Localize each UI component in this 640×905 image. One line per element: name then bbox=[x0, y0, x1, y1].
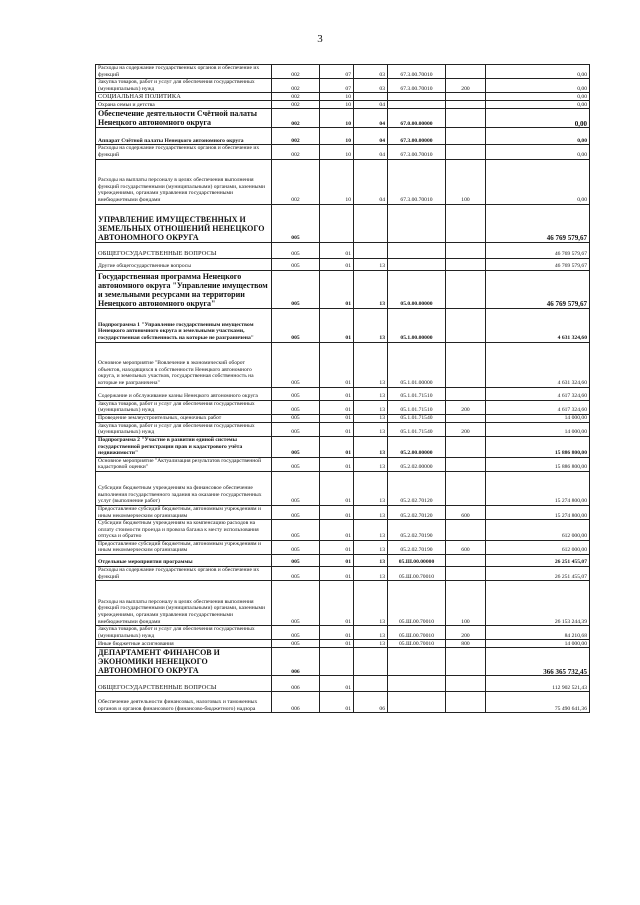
row-admin-code: 005 bbox=[272, 436, 320, 457]
table-row bbox=[96, 648, 590, 676]
row-target-article: 67.3.00.70010 bbox=[388, 65, 446, 79]
row-section: 01 bbox=[320, 436, 354, 457]
row-name: Расходы на содержание государственных органов и обеспечение их функций bbox=[96, 65, 272, 79]
row-admin-code: 002 bbox=[272, 128, 320, 145]
row-admin-code: 005 bbox=[272, 204, 320, 242]
row-subsection: 13 bbox=[354, 422, 388, 436]
page-number: 3 bbox=[317, 33, 323, 45]
row-name: Содержание и обслуживание казны Ненецкого автономного округа bbox=[96, 387, 272, 400]
row-target-article: 05.2.02.70190 bbox=[388, 520, 446, 541]
row-target-article: 05.1.01.00000 bbox=[388, 342, 446, 387]
row-section: 01 bbox=[320, 640, 354, 648]
row-amount: 46 769 579,67 bbox=[486, 242, 590, 258]
row-subsection: 13 bbox=[354, 555, 388, 567]
row-amount: 26 153 244,39 bbox=[486, 581, 590, 626]
row-admin-code: 005 bbox=[272, 387, 320, 400]
row-admin-code: 005 bbox=[272, 242, 320, 258]
table-row bbox=[96, 581, 590, 626]
row-name: Закупка товаров, работ и услуг для обеспечения государственных (муниципальных) нужд bbox=[96, 79, 272, 93]
row-name: Закупка товаров, работ и услуг для обеспечения государственных (муниципальных) нужд bbox=[96, 422, 272, 436]
row-expense-type bbox=[446, 457, 486, 471]
row-expense-type: 600 bbox=[446, 540, 486, 554]
row-admin-code: 005 bbox=[272, 308, 320, 342]
row-amount: 112 902 521,43 bbox=[486, 676, 590, 692]
row-expense-type bbox=[446, 342, 486, 387]
row-name: Иные бюджетные ассигнования bbox=[96, 640, 272, 648]
row-admin-code: 005 bbox=[272, 471, 320, 505]
row-section: 10 bbox=[320, 109, 354, 128]
row-section: 10 bbox=[320, 159, 354, 204]
row-section: 01 bbox=[320, 692, 354, 713]
table-row bbox=[96, 258, 590, 270]
table-row bbox=[96, 505, 590, 519]
row-amount: 0,00 bbox=[486, 145, 590, 159]
row-amount: 15 886 800,00 bbox=[486, 436, 590, 457]
row-section: 07 bbox=[320, 79, 354, 93]
row-subsection: 13 bbox=[354, 505, 388, 519]
row-target-article bbox=[388, 93, 446, 101]
row-admin-code: 005 bbox=[272, 640, 320, 648]
row-admin-code: 005 bbox=[272, 567, 320, 581]
row-section: 01 bbox=[320, 471, 354, 505]
row-subsection bbox=[354, 93, 388, 101]
row-target-article: 05.Ш.00.00000 bbox=[388, 555, 446, 567]
row-section: 01 bbox=[320, 555, 354, 567]
row-target-article bbox=[388, 101, 446, 109]
row-expense-type bbox=[446, 128, 486, 145]
row-target-article: 05.2.00.00000 bbox=[388, 436, 446, 457]
row-section: 01 bbox=[320, 387, 354, 400]
table-row bbox=[96, 79, 590, 93]
row-amount: 84 210,68 bbox=[486, 626, 590, 640]
row-amount: 0,00 bbox=[486, 65, 590, 79]
row-amount: 366 365 732,45 bbox=[486, 648, 590, 676]
row-admin-code: 006 bbox=[272, 648, 320, 676]
table-row bbox=[96, 109, 590, 128]
row-amount: 15 886 800,00 bbox=[486, 457, 590, 471]
row-amount: 26 251 455,07 bbox=[486, 555, 590, 567]
budget-table-body bbox=[96, 65, 590, 713]
row-name: Основное мероприятие "Актуализация результатов государственной кадастровой оценки" bbox=[96, 457, 272, 471]
row-target-article: 05.1.01.71510 bbox=[388, 387, 446, 400]
row-subsection: 04 bbox=[354, 159, 388, 204]
row-amount: 4 617 324,60 bbox=[486, 400, 590, 414]
table-row bbox=[96, 422, 590, 436]
row-admin-code: 005 bbox=[272, 581, 320, 626]
row-name: УПРАВЛЕНИЕ ИМУЩЕСТВЕННЫХ И ЗЕМЕЛЬНЫХ ОТНОШЕНИЙ НЕНЕЦКОГО АВТОНОМНОГО ОКРУГА bbox=[96, 204, 272, 242]
row-expense-type bbox=[446, 242, 486, 258]
row-name: Предоставление субсидий бюджетным, автономным учреждениям и иным некоммерческим организациям bbox=[96, 540, 272, 554]
row-expense-type bbox=[446, 648, 486, 676]
row-target-article bbox=[388, 258, 446, 270]
row-section: 01 bbox=[320, 626, 354, 640]
row-name: Расходы на выплаты персоналу в целях обеспечения выполнения функций государственными (муниципальными) органами, казенными учреждениями, органами управления государственными внебюджетными фондами bbox=[96, 159, 272, 204]
row-subsection bbox=[354, 242, 388, 258]
row-section: 01 bbox=[320, 520, 354, 541]
table-row bbox=[96, 128, 590, 145]
row-expense-type bbox=[446, 414, 486, 422]
row-subsection: 13 bbox=[354, 640, 388, 648]
row-name: Государственная программа Ненецкого автономного округа "Управление имуществом и земельными ресурсами на территории Ненецкого автономного округа" bbox=[96, 270, 272, 308]
row-target-article: 67.3.00.70010 bbox=[388, 159, 446, 204]
table-row bbox=[96, 540, 590, 554]
table-row bbox=[96, 308, 590, 342]
table-row bbox=[96, 387, 590, 400]
row-section: 07 bbox=[320, 65, 354, 79]
row-amount: 75 490 641,36 bbox=[486, 692, 590, 713]
row-section: 10 bbox=[320, 101, 354, 109]
row-amount: 46 769 579,67 bbox=[486, 204, 590, 242]
row-amount: 15 274 800,00 bbox=[486, 505, 590, 519]
row-name: Основное мероприятие "Вовлечение в экономический оборот объектов, находящихся в собственности Ненецкого автономного округа, и земельных участков, государственная собственность на которые не разграничена" bbox=[96, 342, 272, 387]
row-name: Расходы на содержание государственных органов и обеспечение их функций bbox=[96, 567, 272, 581]
budget-table bbox=[95, 64, 590, 713]
row-target-article: 05.2.02.00000 bbox=[388, 457, 446, 471]
row-admin-code: 005 bbox=[272, 342, 320, 387]
row-admin-code: 002 bbox=[272, 159, 320, 204]
row-name: Подпрограмма 2 "Участие в развитии единой системы государственной регистрации прав и кадастрового учёта недвижимости" bbox=[96, 436, 272, 457]
row-expense-type bbox=[446, 567, 486, 581]
table-row bbox=[96, 270, 590, 308]
row-section: 01 bbox=[320, 457, 354, 471]
row-name: Субсидии бюджетным учреждениям на финансовое обеспечение выполнения государственного задания на оказание государственных услуг (выполнение работ) bbox=[96, 471, 272, 505]
row-subsection: 04 bbox=[354, 145, 388, 159]
row-name: Обеспечение деятельности финансовых, налоговых и таможенных органов и органов финансового (финансово-бюджетного) надзора bbox=[96, 692, 272, 713]
table-row bbox=[96, 342, 590, 387]
row-expense-type: 100 bbox=[446, 581, 486, 626]
row-section: 01 bbox=[320, 505, 354, 519]
row-amount: 14 000,00 bbox=[486, 414, 590, 422]
row-subsection: 13 bbox=[354, 342, 388, 387]
table-row bbox=[96, 471, 590, 505]
row-subsection: 13 bbox=[354, 471, 388, 505]
row-subsection: 13 bbox=[354, 308, 388, 342]
row-section: 01 bbox=[320, 422, 354, 436]
row-subsection: 13 bbox=[354, 626, 388, 640]
row-subsection: 13 bbox=[354, 540, 388, 554]
row-name: СОЦИАЛЬНАЯ ПОЛИТИКА bbox=[96, 93, 272, 101]
row-admin-code: 002 bbox=[272, 65, 320, 79]
row-expense-type: 800 bbox=[446, 640, 486, 648]
row-expense-type bbox=[446, 204, 486, 242]
row-target-article: 67.0.00.00000 bbox=[388, 109, 446, 128]
table-row bbox=[96, 65, 590, 79]
table-row bbox=[96, 520, 590, 541]
row-expense-type: 200 bbox=[446, 79, 486, 93]
row-amount: 612 000,00 bbox=[486, 520, 590, 541]
row-amount: 14 000,00 bbox=[486, 422, 590, 436]
row-name: Другие общегосударственные вопросы bbox=[96, 258, 272, 270]
row-subsection: 13 bbox=[354, 520, 388, 541]
row-name: Расходы на содержание государственных органов и обеспечение их функций bbox=[96, 145, 272, 159]
row-target-article: 05.1.00.00000 bbox=[388, 308, 446, 342]
row-subsection: 13 bbox=[354, 567, 388, 581]
row-subsection: 13 bbox=[354, 414, 388, 422]
row-name: Обеспечение деятельности Счётной палаты Ненецкого автономного округа bbox=[96, 109, 272, 128]
row-admin-code: 005 bbox=[272, 457, 320, 471]
row-amount: 0,00 bbox=[486, 79, 590, 93]
table-row bbox=[96, 242, 590, 258]
row-subsection: 13 bbox=[354, 387, 388, 400]
table-row bbox=[96, 676, 590, 692]
row-expense-type: 100 bbox=[446, 159, 486, 204]
row-section: 01 bbox=[320, 567, 354, 581]
row-subsection: 04 bbox=[354, 109, 388, 128]
row-admin-code: 005 bbox=[272, 520, 320, 541]
row-subsection: 13 bbox=[354, 436, 388, 457]
table-row bbox=[96, 145, 590, 159]
table-row bbox=[96, 101, 590, 109]
row-amount: 0,00 bbox=[486, 93, 590, 101]
row-amount: 15 274 800,00 bbox=[486, 471, 590, 505]
row-expense-type: 600 bbox=[446, 505, 486, 519]
row-subsection: 13 bbox=[354, 457, 388, 471]
row-admin-code: 005 bbox=[272, 258, 320, 270]
row-amount: 14 000,00 bbox=[486, 640, 590, 648]
row-section: 10 bbox=[320, 128, 354, 145]
row-target-article: 67.3.00.00000 bbox=[388, 128, 446, 145]
row-expense-type bbox=[446, 692, 486, 713]
row-expense-type bbox=[446, 555, 486, 567]
row-expense-type: 200 bbox=[446, 626, 486, 640]
row-target-article: 67.3.00.70010 bbox=[388, 79, 446, 93]
row-admin-code: 002 bbox=[272, 145, 320, 159]
row-expense-type: 200 bbox=[446, 422, 486, 436]
row-name: ОБЩЕГОСУДАРСТВЕННЫЕ ВОПРОСЫ bbox=[96, 242, 272, 258]
row-target-article: 05.2.02.70190 bbox=[388, 540, 446, 554]
row-target-article: 05.1.01.71510 bbox=[388, 400, 446, 414]
row-section: 01 bbox=[320, 400, 354, 414]
row-admin-code: 002 bbox=[272, 101, 320, 109]
row-admin-code: 005 bbox=[272, 422, 320, 436]
row-section: 01 bbox=[320, 258, 354, 270]
row-expense-type bbox=[446, 109, 486, 128]
table-row bbox=[96, 436, 590, 457]
row-target-article bbox=[388, 676, 446, 692]
table-row bbox=[96, 567, 590, 581]
row-amount: 612 000,00 bbox=[486, 540, 590, 554]
row-section: 01 bbox=[320, 540, 354, 554]
row-expense-type bbox=[446, 270, 486, 308]
row-target-article bbox=[388, 242, 446, 258]
row-target-article bbox=[388, 648, 446, 676]
row-subsection: 13 bbox=[354, 258, 388, 270]
table-row bbox=[96, 400, 590, 414]
row-admin-code: 005 bbox=[272, 270, 320, 308]
row-expense-type bbox=[446, 308, 486, 342]
row-expense-type bbox=[446, 65, 486, 79]
row-subsection bbox=[354, 676, 388, 692]
table-row bbox=[96, 555, 590, 567]
row-admin-code: 006 bbox=[272, 676, 320, 692]
row-admin-code: 005 bbox=[272, 626, 320, 640]
row-section bbox=[320, 204, 354, 242]
row-subsection: 03 bbox=[354, 65, 388, 79]
row-name: ОБЩЕГОСУДАРСТВЕННЫЕ ВОПРОСЫ bbox=[96, 676, 272, 692]
row-amount: 0,00 bbox=[486, 101, 590, 109]
row-amount: 4 631 324,60 bbox=[486, 308, 590, 342]
row-expense-type bbox=[446, 101, 486, 109]
table-row bbox=[96, 204, 590, 242]
row-name: Субсидии бюджетным учреждениям на компенсацию расходов на оплату стоимости проезда и провоза багажа к месту использования отпуска и обратно bbox=[96, 520, 272, 541]
row-target-article: 05.Ш.00.70010 bbox=[388, 567, 446, 581]
row-subsection: 13 bbox=[354, 270, 388, 308]
row-admin-code: 005 bbox=[272, 540, 320, 554]
row-name: Охрана семьи и детства bbox=[96, 101, 272, 109]
row-expense-type bbox=[446, 471, 486, 505]
row-amount: 4 617 324,60 bbox=[486, 387, 590, 400]
row-subsection: 13 bbox=[354, 581, 388, 626]
row-subsection: 04 bbox=[354, 101, 388, 109]
table-row bbox=[96, 159, 590, 204]
row-expense-type bbox=[446, 436, 486, 457]
row-expense-type bbox=[446, 258, 486, 270]
table-row bbox=[96, 692, 590, 713]
row-target-article bbox=[388, 692, 446, 713]
row-expense-type bbox=[446, 145, 486, 159]
row-admin-code: 002 bbox=[272, 93, 320, 101]
row-amount: 0,00 bbox=[486, 128, 590, 145]
row-section: 01 bbox=[320, 242, 354, 258]
table-row bbox=[96, 93, 590, 101]
row-name: Подпрограмма 1 "Управление государственным имуществом Ненецкого автономного округа и земельными участками, государственная собственность на которые не разграничена" bbox=[96, 308, 272, 342]
row-expense-type bbox=[446, 676, 486, 692]
row-target-article: 05.0.00.00000 bbox=[388, 270, 446, 308]
row-amount: 46 769 579,67 bbox=[486, 258, 590, 270]
row-admin-code: 005 bbox=[272, 414, 320, 422]
row-expense-type: 200 bbox=[446, 400, 486, 414]
row-admin-code: 005 bbox=[272, 505, 320, 519]
row-section: 01 bbox=[320, 270, 354, 308]
row-amount: 0,00 bbox=[486, 109, 590, 128]
row-amount: 0,00 bbox=[486, 159, 590, 204]
row-subsection bbox=[354, 204, 388, 242]
row-admin-code: 002 bbox=[272, 79, 320, 93]
row-name: Аппарат Счётной палаты Ненецкого автономного округа bbox=[96, 128, 272, 145]
row-target-article: 05.1.01.71540 bbox=[388, 414, 446, 422]
row-section: 01 bbox=[320, 676, 354, 692]
row-expense-type bbox=[446, 387, 486, 400]
row-amount: 46 769 579,67 bbox=[486, 270, 590, 308]
row-section: 01 bbox=[320, 308, 354, 342]
row-subsection: 03 bbox=[354, 79, 388, 93]
row-target-article: 05.Ш.00.70010 bbox=[388, 640, 446, 648]
row-admin-code: 006 bbox=[272, 692, 320, 713]
row-target-article: 05.Ш.00.70010 bbox=[388, 581, 446, 626]
row-section: 10 bbox=[320, 93, 354, 101]
row-section: 10 bbox=[320, 145, 354, 159]
row-name: Отдельные мероприятия программы bbox=[96, 555, 272, 567]
row-admin-code: 002 bbox=[272, 109, 320, 128]
table-row bbox=[96, 414, 590, 422]
row-section: 01 bbox=[320, 342, 354, 387]
row-amount: 26 251 455,07 bbox=[486, 567, 590, 581]
row-target-article: 05.2.02.70120 bbox=[388, 505, 446, 519]
row-target-article: 67.3.00.70010 bbox=[388, 145, 446, 159]
row-target-article: 05.1.01.71540 bbox=[388, 422, 446, 436]
row-subsection: 13 bbox=[354, 400, 388, 414]
row-name: Закупка товаров, работ и услуг для обеспечения государственных (муниципальных) нужд bbox=[96, 400, 272, 414]
row-section bbox=[320, 648, 354, 676]
row-expense-type bbox=[446, 93, 486, 101]
row-target-article bbox=[388, 204, 446, 242]
row-section: 01 bbox=[320, 414, 354, 422]
row-name: Закупка товаров, работ и услуг для обеспечения государственных (муниципальных) нужд bbox=[96, 626, 272, 640]
row-target-article: 05.Ш.00.70010 bbox=[388, 626, 446, 640]
table-row bbox=[96, 640, 590, 648]
row-name: Предоставление субсидий бюджетным, автономным учреждениям и иным некоммерческим организациям bbox=[96, 505, 272, 519]
row-subsection: 04 bbox=[354, 128, 388, 145]
row-subsection: 06 bbox=[354, 692, 388, 713]
row-name: Проведение землеустроительных, оценочных работ bbox=[96, 414, 272, 422]
row-admin-code: 005 bbox=[272, 400, 320, 414]
row-section: 01 bbox=[320, 581, 354, 626]
table-row bbox=[96, 457, 590, 471]
row-name: Расходы на выплаты персоналу в целях обеспечения выполнения функций государственными (муниципальными) органами, казенными учреждениями, органами управления государственными внебюджетными фондами bbox=[96, 581, 272, 626]
row-subsection bbox=[354, 648, 388, 676]
row-admin-code: 005 bbox=[272, 555, 320, 567]
row-name: ДЕПАРТАМЕНТ ФИНАНСОВ И ЭКОНОМИКИ НЕНЕЦКОГО АВТОНОМНОГО ОКРУГА bbox=[96, 648, 272, 676]
row-target-article: 05.2.02.70120 bbox=[388, 471, 446, 505]
row-amount: 4 631 324,60 bbox=[486, 342, 590, 387]
row-expense-type bbox=[446, 520, 486, 541]
table-row bbox=[96, 626, 590, 640]
